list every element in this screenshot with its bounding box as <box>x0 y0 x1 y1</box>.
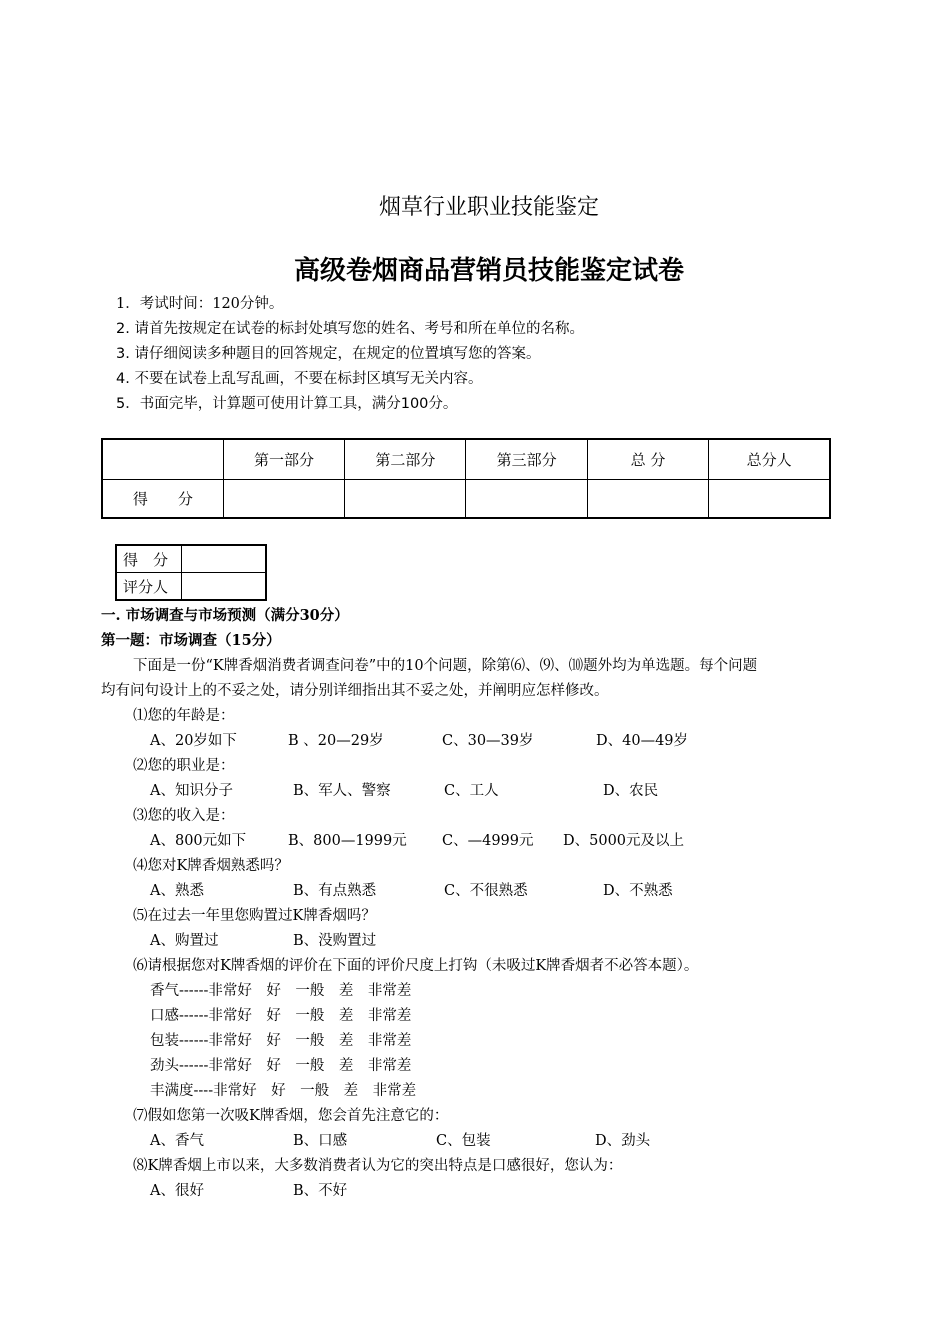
score-header-blank <box>102 439 223 479</box>
section-title: 一. 市场调查与市场预测（满分30分） <box>101 607 349 624</box>
q1-text: ⑴您的年龄是： <box>133 708 235 724</box>
exam-org-title: 烟草行业职业技能鉴定 <box>378 195 599 220</box>
exam-title: 高级卷烟商品营销员技能鉴定试卷 <box>293 256 684 286</box>
instruction-1: 1．考试时间：120分钟。 <box>116 296 284 312</box>
score-cell-part1[interactable] <box>223 479 344 518</box>
q8-option-a: A、很好 <box>150 1183 204 1199</box>
instruction-3: 3. 请仔细阅读多种题目的回答规定，在规定的位置填写您的答案。 <box>116 346 541 362</box>
q2-option-a: A、知识分子 <box>150 783 233 799</box>
q4-text: ⑷您对K牌香烟熟悉吗？ <box>133 858 289 874</box>
q6-scale-row: 劲头------非常好 好 一般 差 非常差 <box>150 1058 412 1074</box>
intro-line-2: 均有问句设计上的不妥之处，请分别详细指出其不妥之处，并阐明应怎样修改。 <box>101 683 609 699</box>
intro-line-1: 下面是一份“K牌香烟消费者调查问卷”中的10个问题，除第⑹、⑼、⑽题外均为单选题。每个问题 <box>133 658 758 674</box>
score-cell-scorer[interactable] <box>709 479 830 518</box>
q2-text: ⑵您的职业是： <box>133 758 235 774</box>
section-grader-cell[interactable] <box>182 573 267 601</box>
question-group-title: 第一题：市场调查（15分） <box>101 632 281 649</box>
score-cell-part2[interactable] <box>345 479 466 518</box>
score-header-scorer: 总分人 <box>709 439 830 479</box>
q3-option-b: B、800—1999元 <box>288 833 407 849</box>
instruction-2: 2. 请首先按规定在试卷的标封处填写您的姓名、考号和所在单位的名称。 <box>116 321 584 337</box>
q4-option-d: D、不熟悉 <box>603 883 673 899</box>
q3-option-c: C、—4999元 <box>442 833 534 849</box>
q1-option-d: D、40—49岁 <box>596 733 689 749</box>
q7-option-b: B、口感 <box>293 1133 348 1149</box>
score-header-part1: 第一部分 <box>223 439 344 479</box>
q5-option-a: A、购置过 <box>150 933 219 949</box>
q6-scale-row: 香气------非常好 好 一般 差 非常差 <box>150 983 412 999</box>
section-score-label: 得 分 <box>116 545 182 573</box>
q7-text: ⑺假如您第一次吸K牌香烟，您会首先注意它的： <box>133 1108 449 1124</box>
q1-option-a: A、20岁如下 <box>150 733 237 749</box>
q5-option-b: B、没购置过 <box>293 933 377 949</box>
q2-option-c: C、工人 <box>444 783 499 799</box>
q4-option-b: B、有点熟悉 <box>293 883 377 899</box>
q3-option-a: A、800元如下 <box>150 833 247 849</box>
score-table <box>101 438 831 519</box>
q7-option-d: D、劲头 <box>595 1133 651 1149</box>
instruction-4: 4. 不要在试卷上乱写乱画，不要在标封区填写无关内容。 <box>116 371 483 387</box>
score-header-part2: 第二部分 <box>345 439 466 479</box>
q2-option-d: D、农民 <box>603 783 659 799</box>
section-grader-label: 评分人 <box>116 573 182 601</box>
q4-option-a: A、熟悉 <box>150 883 204 899</box>
score-cell-part3[interactable] <box>466 479 587 518</box>
q3-option-d: D、5000元及以上 <box>563 833 685 849</box>
section-score-box <box>115 544 267 601</box>
q5-text: ⑸在过去一年里您购置过K牌香烟吗？ <box>133 908 376 924</box>
score-row-label: 得 分 <box>102 479 223 518</box>
q7-option-c: C、包装 <box>436 1133 491 1149</box>
score-header-part3: 第三部分 <box>466 439 587 479</box>
q8-option-b: B、不好 <box>293 1183 348 1199</box>
q1-option-c: C、30—39岁 <box>442 733 534 749</box>
q6-scale-row: 口感------非常好 好 一般 差 非常差 <box>150 1008 412 1024</box>
q3-text: ⑶您的收入是： <box>133 808 235 824</box>
q7-option-a: A、香气 <box>150 1133 204 1149</box>
q2-option-b: B、军人、警察 <box>293 783 391 799</box>
score-header-total: 总 分 <box>587 439 708 479</box>
section-score-cell[interactable] <box>182 545 267 573</box>
q4-option-c: C、不很熟悉 <box>444 883 528 899</box>
q8-text: ⑻K牌香烟上市以来，大多数消费者认为它的突出特点是口感很好，您认为： <box>133 1158 623 1174</box>
instruction-5: 5．书面完毕，计算题可使用计算工具，满分100分。 <box>116 396 458 412</box>
q6-text: ⑹请根据您对K牌香烟的评价在下面的评价尺度上打钩（未吸过K牌香烟者不必答本题）。 <box>133 958 699 974</box>
q1-option-b: B 、20—29岁 <box>288 733 384 749</box>
score-cell-total[interactable] <box>587 479 708 518</box>
q6-scale-row: 丰满度----非常好 好 一般 差 非常差 <box>150 1083 417 1099</box>
q6-scale-row: 包装------非常好 好 一般 差 非常差 <box>150 1033 412 1049</box>
